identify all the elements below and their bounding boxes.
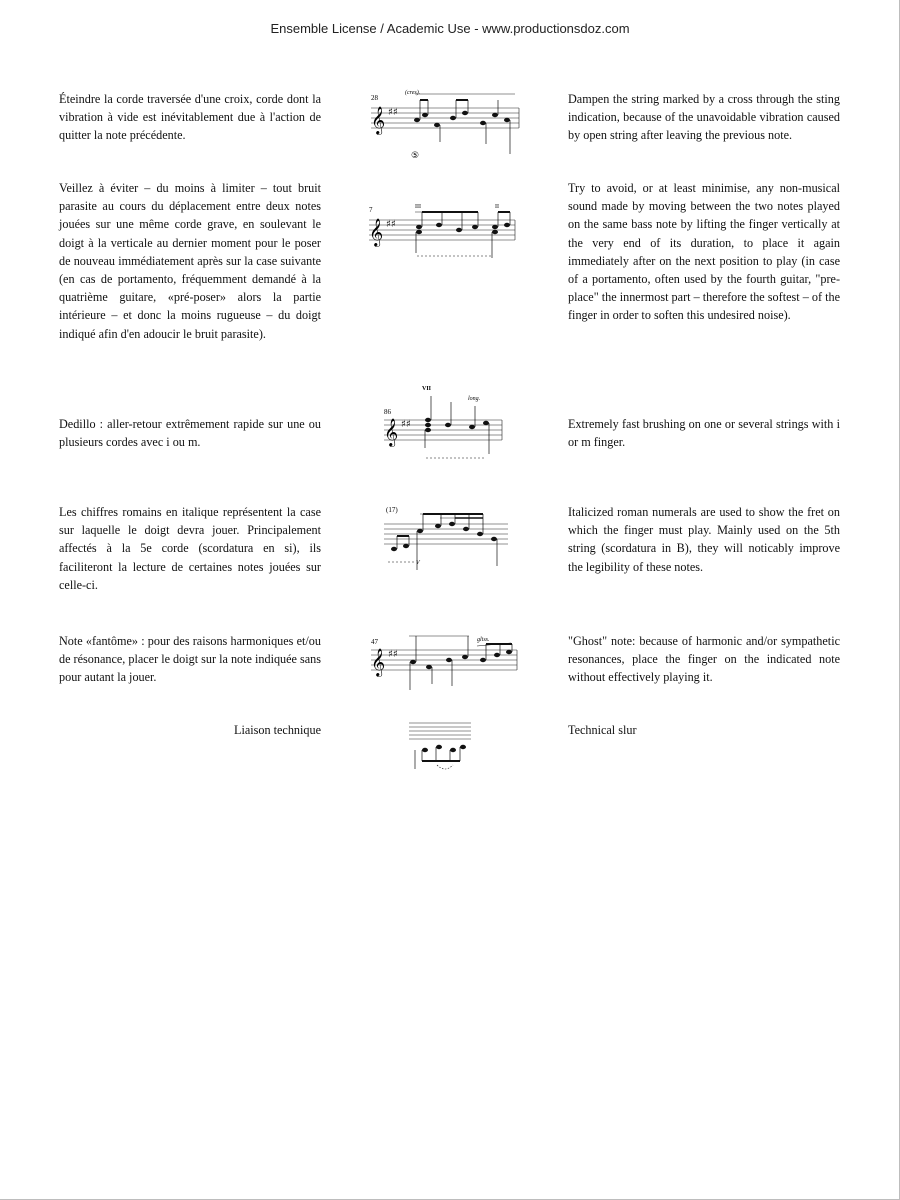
en-text-slur: Technical slur [568,723,637,737]
measure-number: 7 [369,206,373,214]
fr-text-slur: Liaison technique [234,723,321,737]
svg-text:♯♯: ♯♯ [401,419,411,430]
measure-number: 28 [371,94,378,102]
fr-text-ghost: Note «fantôme» : pour des raisons harmoniques et/ou de résonance, placer le doigt sur la note indiquée sans pour autant la jouer. [59,634,321,685]
dynamic-mark: (cres). [405,90,421,96]
measure-number: 47 [371,638,378,646]
en-text-dedillo: Extremely fast brushing on one or several strings with i or m finger. [568,417,840,450]
score-excerpt-dampen [365,82,525,162]
score-excerpt-dedillo [380,382,510,464]
svg-text:♯♯: ♯♯ [388,107,398,118]
score-excerpt-roman [380,500,515,580]
score-excerpt-slur [405,717,475,775]
svg-text:𝄞: 𝄞 [384,418,399,446]
measure-number: (17) [386,506,398,514]
fr-text-noise: Veillez à éviter – du moins à limiter – tout bruit parasite au cours du déplacement entre deux notes jouées sur une même corde grave, en soulevant le doigt à la verticale au dernier moment pour le poser de nouveau immédiatement après sur la case suivante (en cas de portamento, fréquemment demandé à la quatrième guitare, «pré-poser» alors la partie intérieure – et donc la moins rugueuse – du doigt indiqué afin d'en adoucir le bruit parasite). [59,181,321,341]
fr-text-roman: Les chiffres romains en italique représentent la case sur laquelle le doigt devra jouer. Principalement affectés à la 5e corde (scordatura en si), ils faciliteront la lecture de certaines notes jouées sur celle-ci. [59,505,321,592]
position-mark: III [415,204,421,210]
articulation-mark: long. [468,396,481,402]
svg-text:𝄞: 𝄞 [371,648,386,676]
score-excerpt-ghost [365,626,525,704]
position-mark: VII [422,386,432,392]
fret-numeral: V [416,560,420,566]
position-mark: II [495,204,499,210]
gliss-mark: gliss. [477,637,490,643]
en-text-roman: Italicized roman numerals are used to show the fret on which the finger must play. Mainly used on the 5th string (scordatura in B), they will noticably improve the legibility of these notes. [568,505,840,574]
svg-text:♯♯: ♯♯ [388,649,398,660]
en-text-dampen: Dampen the string marked by a cross through the sting indication, because of the unavoidable vibration caused by open string after leaving the previous note. [568,92,840,143]
svg-text:𝄞: 𝄞 [369,218,384,246]
svg-text:♯♯: ♯♯ [386,219,396,230]
page-header: Ensemble License / Academic Use - www.productionsdoz.com [270,21,630,36]
fr-text-dampen: Éteindre la corde traversée d'une croix, corde dont la vibration à vide est inévitablement due à l'action de quitter la note précédente. [59,92,321,143]
score-excerpt-portamento [365,198,525,270]
fr-text-dedillo: Dedillo : aller-retour extrêmement rapide sur une ou plusieurs cordes avec i ou m. [59,417,321,450]
en-text-noise: Try to avoid, or at least minimise, any non-musical sound made by moving between the two notes played on the same bass note by lifting the finger vertically at the very end of its duration, to place it again immediately after on the next position to play (in case of a portamento, often used by the fourth guitar, "pre-place" the innermost part – therefore the softest – of the finger in order to soften this undesired noise). [568,181,840,323]
en-text-ghost: "Ghost" note: because of harmonic and/or sympathetic resonances, place the finger on the indicated note without effectively playing it. [568,634,840,685]
measure-number: 86 [384,408,391,416]
svg-text:𝄞: 𝄞 [371,106,386,134]
string-mark: ⑤ [411,151,420,161]
